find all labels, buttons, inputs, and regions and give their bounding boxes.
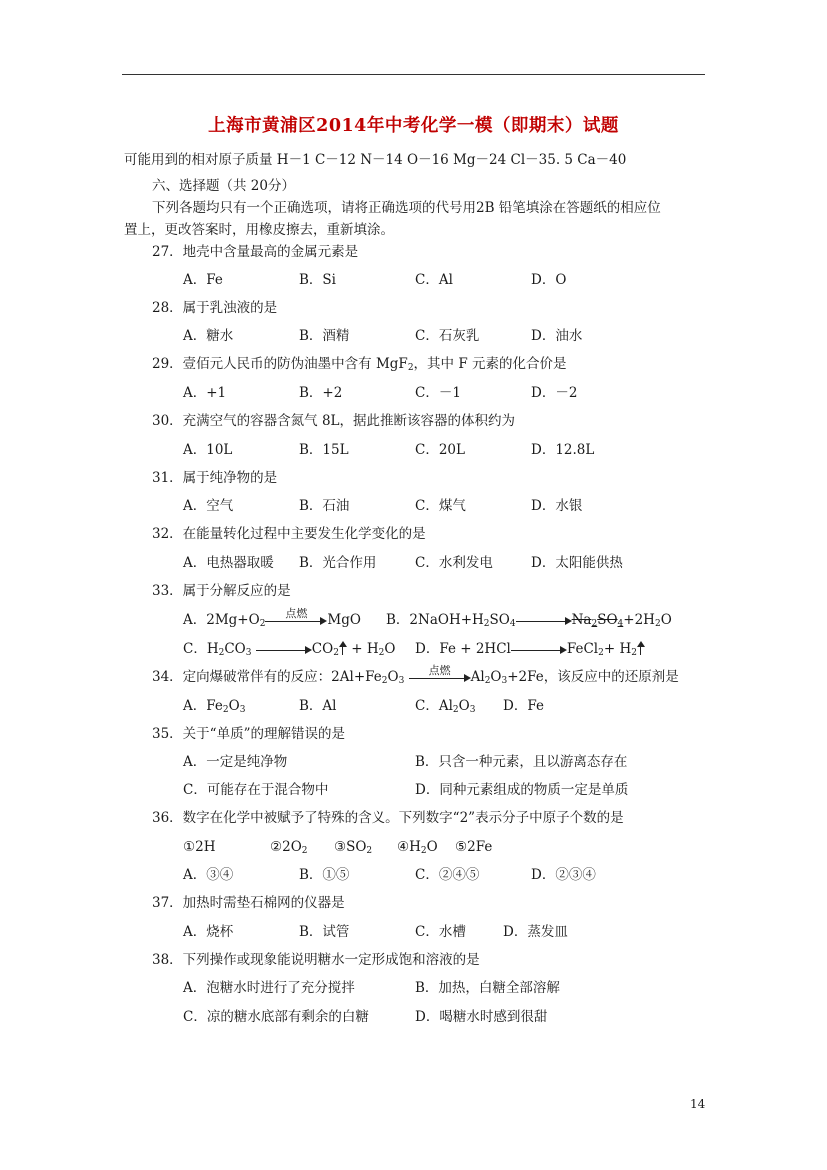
question-27-option-a: A．Fe xyxy=(183,272,223,288)
question-28-option-a: A．糖水 xyxy=(183,328,234,344)
question-29-option-c: C．－1 xyxy=(415,385,461,401)
question-28-stem: 28．属于乳浊液的是 xyxy=(152,300,278,316)
question-34-stem: 34．定向爆破常伴有的反应：$2Al+Fe_2O_3$ 点燃 $Al_2O_3+2Fe$，该反应中的还原剂是 xyxy=(152,664,679,686)
question-36-item-4: $④H_2O$ xyxy=(397,839,438,856)
header-rule xyxy=(122,74,705,75)
question-38-option-c: C．凉的糖水底部有剩余的白糖 xyxy=(183,1009,369,1025)
question-37-stem: 37．加热时需垫石棉网的仪器是 xyxy=(152,895,345,911)
page-number: 14 xyxy=(690,1097,706,1111)
question-35-option-a: A．一定是纯净物 xyxy=(183,754,288,770)
question-36-option-a: A．③④ xyxy=(183,867,234,883)
question-28-option-d: D．油水 xyxy=(531,328,583,344)
question-27-option-c: C．Al xyxy=(415,272,453,288)
atomic-masses-line: 可能用到的相对原子质量 H－1 C－12 N－14 O－16 Mg－24 Cl－35. 5 Ca－40 xyxy=(124,152,627,168)
question-34-option-d: D．Fe xyxy=(503,698,544,714)
question-27-option-b: B．Si xyxy=(299,272,336,288)
question-30-stem: 30．充满空气的容器含氮气 8L，据此推断该容器的体积约为 xyxy=(152,413,516,429)
gas-arrow-icon xyxy=(339,641,347,655)
question-27-stem: 27．地壳中含量最高的金属元素是 xyxy=(152,244,359,260)
question-31-stem: 31．属于纯净物的是 xyxy=(152,470,278,486)
question-28-option-b: B．酒精 xyxy=(299,328,350,344)
reaction-arrow xyxy=(511,640,567,658)
question-36-stem: 36．数字在化学中被赋予了特殊的含义。下列数字“2”表示分子中原子个数的是 xyxy=(152,810,624,826)
question-37-option-d: D．蒸发皿 xyxy=(503,924,568,940)
question-31-option-c: C．煤气 xyxy=(415,498,466,514)
question-30-option-a: A．10L xyxy=(183,442,233,458)
question-36-item-1: ①2H xyxy=(183,839,216,855)
question-38-option-d: D．喝糖水时感到很甜 xyxy=(415,1009,548,1025)
question-27-option-d: D．O xyxy=(531,272,567,288)
page-title: 上海市黄浦区2014年中考化学一模（即期末）试题 xyxy=(208,116,619,136)
question-31-option-d: D．水银 xyxy=(531,498,583,514)
question-37-option-c: C．水槽 xyxy=(415,924,466,940)
question-34-option-a: A．$Fe_2O_3$ xyxy=(183,698,246,715)
question-37-option-b: B．试管 xyxy=(299,924,350,940)
question-35-option-b: B．只含一种元素，且以游离态存在 xyxy=(415,754,628,770)
question-36-item-2: $②2O_2$ xyxy=(270,839,308,856)
question-35-option-d: D．同种元素组成的物质一定是单质 xyxy=(415,782,629,798)
question-33-option-a: A．$2Mg+O_2$ 点燃 MgO xyxy=(183,607,361,629)
question-35-option-c: C．可能存在于混合物中 xyxy=(183,782,329,798)
section-heading: 六、选择题（共 20分） xyxy=(152,178,295,194)
question-32-option-b: B．光合作用 xyxy=(299,555,377,571)
question-36-item-3: $③SO_2$ xyxy=(334,839,373,856)
question-36-option-c: C．②④⑤ xyxy=(415,867,480,883)
reaction-arrow xyxy=(516,611,572,629)
question-32-option-c: C．水利发电 xyxy=(415,555,493,571)
question-36-option-b: B．①⑤ xyxy=(299,867,350,883)
question-32-option-d: D．太阳能供热 xyxy=(531,555,623,571)
question-34-option-b: B．Al xyxy=(299,698,337,714)
question-33-option-b: B．$2NaOH+H_2SO_4$ $Na_2SO_4+2H_2O$ xyxy=(386,612,672,629)
question-30-option-b: B．15L xyxy=(299,442,349,458)
question-30-option-c: C．20L xyxy=(415,442,465,458)
question-36-option-d: D．②③④ xyxy=(531,867,596,883)
question-33-option-c: C．$H_2CO_3$ $CO_2$ + $H_2O$ xyxy=(183,641,396,658)
reaction-arrow: 点燃 xyxy=(265,611,327,629)
question-37-option-a: A．烧杯 xyxy=(183,924,234,940)
reaction-arrow xyxy=(256,640,312,658)
question-35-stem: 35．关于“单质”的理解错误的是 xyxy=(152,726,345,742)
question-38-stem: 38．下列操作或现象能说明糖水一定形成饱和溶液的是 xyxy=(152,952,480,968)
question-29-option-b: B．+2 xyxy=(299,385,343,401)
instructions-line-1: 下列各题均只有一个正确选项，请将正确选项的代号用2B 铅笔填涂在答题纸的相应位 xyxy=(152,200,661,216)
question-33-option-d: D．Fe + 2HCl FeCl$_2$+ $H_2$ xyxy=(415,640,645,662)
question-30-option-d: D．12.8L xyxy=(531,442,595,458)
question-38-option-a: A．泡糖水时进行了充分搅拌 xyxy=(183,980,355,996)
question-29-stem: 29．壹佰元人民币的防伪油墨中含有 MgF$_2$，其中 F 元素的化合价是 xyxy=(152,356,567,373)
question-31-option-b: B．石油 xyxy=(299,498,350,514)
question-36-item-5: ⑤2Fe xyxy=(455,839,493,855)
instructions-line-2: 置上，更改答案时，用橡皮擦去，重新填涂。 xyxy=(124,222,394,238)
question-31-option-a: A．空气 xyxy=(183,498,234,514)
question-33-stem: 33．属于分解反应的是 xyxy=(152,583,291,599)
reaction-arrow: 点燃 xyxy=(409,668,471,686)
question-29-option-d: D．－2 xyxy=(531,385,578,401)
question-38-option-b: B．加热，白糖全部溶解 xyxy=(415,980,560,996)
question-29-option-a: A．+1 xyxy=(183,385,227,401)
question-32-option-a: A．电热器取暖 xyxy=(183,555,274,571)
gas-arrow-icon xyxy=(637,641,645,655)
question-34-option-c: C．$Al_2O_3$ xyxy=(415,698,476,715)
question-28-option-c: C．石灰乳 xyxy=(415,328,480,344)
question-32-stem: 32．在能量转化过程中主要发生化学变化的是 xyxy=(152,526,426,542)
